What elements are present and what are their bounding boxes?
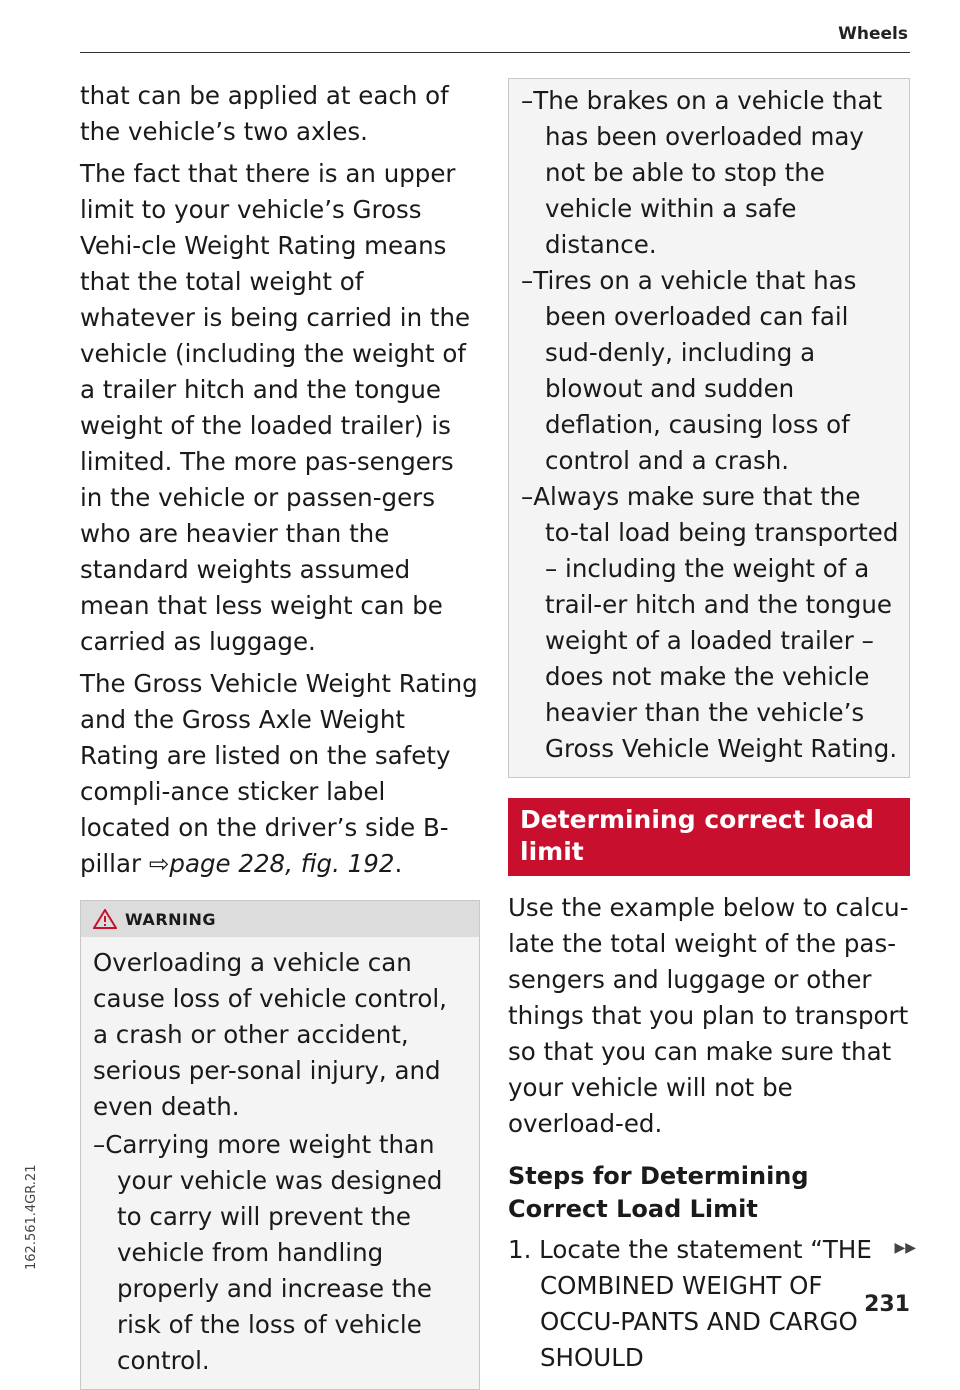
warning-text: Overloading a vehicle can cause loss of vehicle control, a crash or other accident, serious per-sonal injury, and even death.	[93, 948, 447, 1121]
continue-arrow-icon: ▶▶	[894, 1240, 916, 1256]
warning-item: –The brakes on a vehicle that has been overloaded may not be able to stop the vehicle within a safe distance.	[521, 86, 883, 259]
warning-item: –Tires on a vehicle that has been overloaded can fail sud-denly, including a blowout and sudden deflation, causing loss of control and a crash.	[521, 266, 857, 475]
warning-label: WARNING	[125, 909, 216, 929]
warning-triangle-icon	[93, 909, 117, 929]
page-number: 231	[864, 1292, 910, 1317]
warning-body	[81, 937, 479, 1389]
paragraph-3-end: .	[394, 849, 403, 878]
paragraph-1: that can be applied at each of the vehicle’s two axles.	[80, 81, 449, 146]
side-code: 162.561.4GR.21	[24, 1164, 39, 1270]
paragraph-3-text: The Gross Vehicle Weight Rating and the Gross Axle Weight Rating are listed on the safety compli-ance sticker label located on the driver’s side B-pillar	[80, 669, 478, 878]
running-header: Wheels	[838, 24, 908, 44]
paragraph-2: The fact that there is an upper limit to your vehicle’s Gross Vehi-cle Weight Rating means that the total weight of whatever is being carried in the vehicle (including the weight of a trailer hitch and the tongue weight of the loaded trailer) is limited. The more pas-sengers in the vehicle or passen-gers who are heavier than the standard weights assumed mean that less weight can be carried as luggage.	[80, 159, 471, 656]
right-column	[508, 80, 910, 1376]
step-1: 1. Locate the statement “THE COMBINED WEIGHT OF OCCU-PANTS AND CARGO SHOULD	[508, 1235, 872, 1372]
section-intro: Use the example below to calcu-late the total weight of the pas-sengers and luggage or other things that you plan to transport so that you can make sure that your vehicle will not be overload-ed.	[508, 893, 909, 1138]
section-title-bar	[508, 798, 910, 876]
warning-item: –Carrying more weight than your vehicle was designed to carry will prevent the vehicle from handling properly and increase the risk of the loss of vehicle control.	[93, 1130, 443, 1375]
warning-box	[80, 900, 480, 1390]
warning-item: –Always make sure that the to-tal load being transported – including the weight of a trail-er hitch and the tongue weight of a loaded trailer – does not make the vehicle heavier than the vehicle’s Gross Vehicle Weight Rating.	[521, 482, 899, 763]
warning-header	[81, 901, 479, 937]
warning-box-continued	[508, 78, 910, 778]
section-title: Determining correct load limit	[520, 805, 874, 866]
arrow-ref-icon: ⇨	[148, 849, 170, 878]
steps-heading: Steps for Determining Correct Load Limit	[508, 1162, 809, 1223]
left-column	[80, 78, 480, 1390]
paragraph-3	[80, 666, 480, 882]
header-rule	[80, 52, 910, 53]
page-reference-link[interactable]: page 228, fig. 192	[169, 849, 395, 878]
